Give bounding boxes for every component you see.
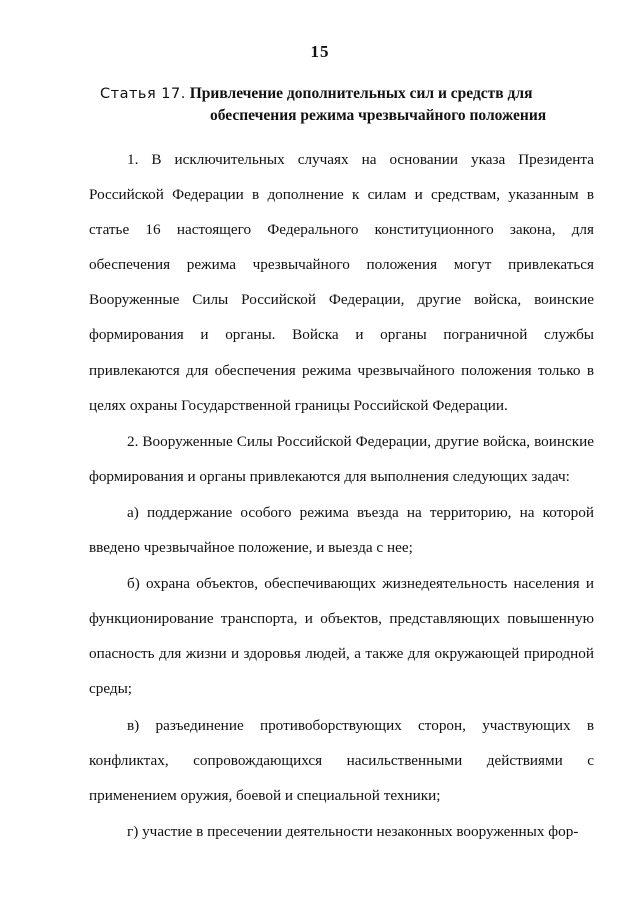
article-title-line-1: Привлечение дополнительных сил и средств для [189,85,533,102]
article-body [89,142,594,849]
page-number: 15 [310,42,330,61]
article-heading [100,83,580,126]
heading-line-1 [100,83,580,105]
paragraph-2b: б) охрана объектов, обеспечивающих жизнедеятельность населения и функционирование транспорта, и объектов, представляющих повышенную опасность для жизни и здоровья людей, а также для окружающей природной среды; [89,575,594,698]
article-title-line-2: обеспечения режима чрезвычайного положения [210,107,547,124]
article-label: Статья 17. [100,86,186,102]
paragraph-2c: в) разъединение противоборствующих сторон, участвующих в конфликтах, сопровождающихся насильственными действиями с применением оружия, боевой и специальной техники; [89,716,594,804]
paragraph-1: 1. В исключительных случаях на основании указа Президента Российской Федерации в дополнение к силам и средствам, указанным в статье 16 настоящего Федерального конституционного закона, для обеспечения режима чрезвычайного положения могут привлекаться Вооруженные Силы Российской Федерации, другие войска, воинские формирования и органы. Войска и органы пограничной службы привлекаются для обеспечения режима чрезвычайного положения только в целях охраны Государственной границы Российской Федерации. [89,151,594,414]
paragraph-2d: г) участие в пресечении деятельности незаконных вооруженных фор- [127,822,579,840]
paragraph-2: 2. Вооруженные Силы Российской Федерации, другие войска, воинские формирования и органы привлекаются для выполнения следующих задач: [89,432,594,485]
paragraph-2a: а) поддержание особого режима въезда на территорию, на которой введено чрезвычайное положение, и выезда с нее; [89,503,594,557]
